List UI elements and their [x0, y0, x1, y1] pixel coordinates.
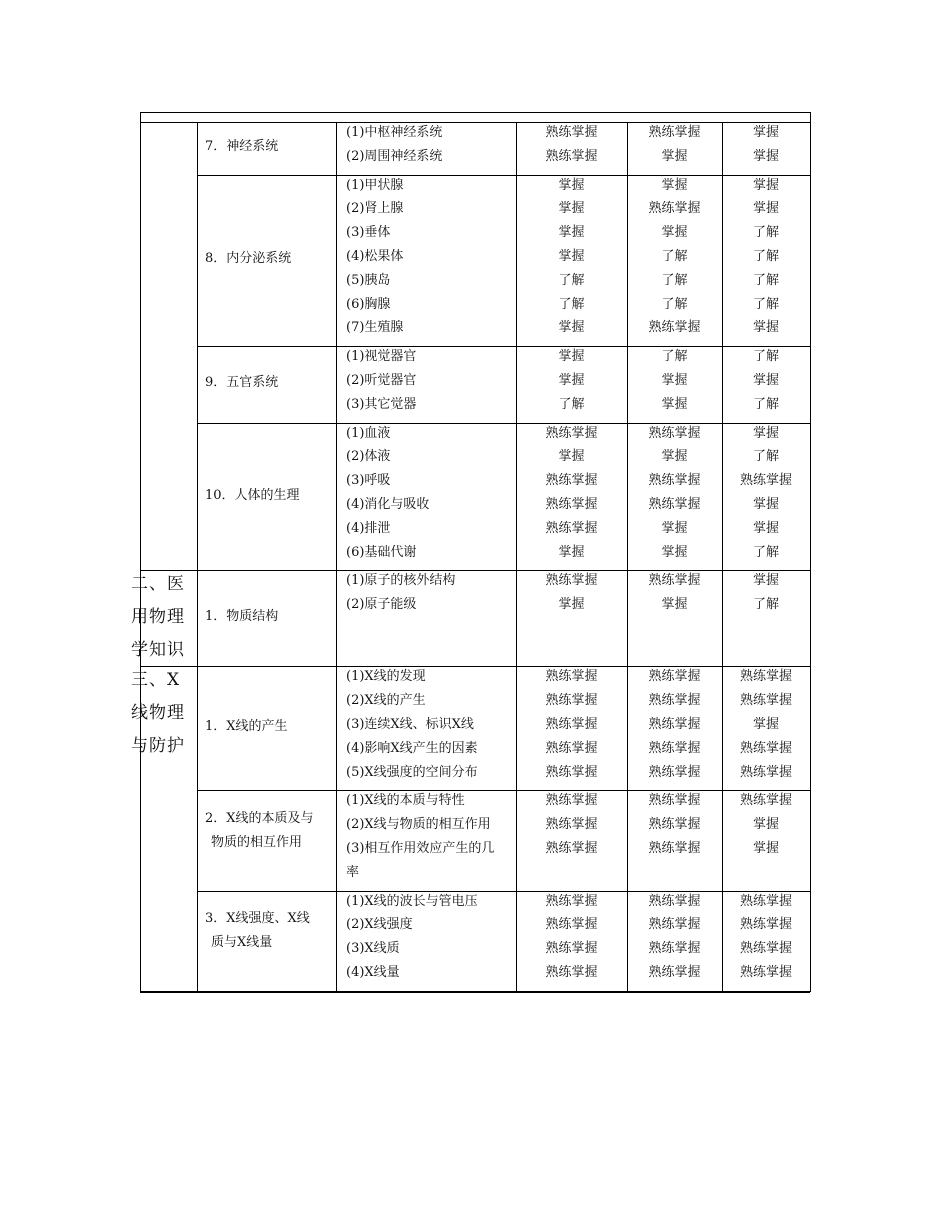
- section-separator: [140, 570, 810, 571]
- level-cell: 熟练掌握: [739, 965, 792, 980]
- level-cell: 了解: [558, 272, 585, 288]
- section-label: 三、X: [131, 670, 181, 691]
- subsection-name: 7．神经系统: [205, 139, 279, 155]
- item-label: (3)呼吸: [346, 473, 391, 489]
- level-cell: 掌握: [558, 201, 585, 217]
- level-cell: 掌握: [752, 425, 779, 441]
- level-cell: 熟练掌握: [545, 473, 598, 489]
- level-cell: 熟练掌握: [545, 793, 598, 809]
- item-label: (4)X线量: [346, 965, 400, 980]
- level-cell: 熟练掌握: [648, 201, 701, 217]
- item-label: (3)其它觉器: [346, 396, 417, 412]
- subsection-name: 10．人体的生理: [205, 487, 300, 503]
- level-cell: 熟练掌握: [739, 669, 792, 685]
- subsection-name: 8．内分泌系统: [205, 251, 292, 267]
- level-cell: 熟练掌握: [545, 764, 598, 780]
- row-separator: [197, 790, 810, 791]
- level-cell: 熟练掌握: [545, 520, 598, 536]
- level-cell: 掌握: [661, 225, 688, 241]
- section-label: 二、医: [131, 574, 185, 595]
- level-cell: 掌握: [752, 177, 779, 193]
- level-cell: 熟练掌握: [739, 793, 792, 809]
- level-cell: 掌握: [558, 349, 585, 365]
- item-label: (2)肾上腺: [346, 201, 404, 217]
- level-cell: 熟练掌握: [545, 740, 598, 756]
- level-cell: 掌握: [752, 201, 779, 217]
- subsection-name: 3．X线强度、X线: [205, 910, 310, 926]
- level-cell: 掌握: [752, 373, 779, 388]
- level-cell: 熟练掌握: [545, 965, 598, 980]
- level-cell: 掌握: [558, 544, 585, 560]
- level-cell: 熟练掌握: [545, 893, 598, 909]
- item-label: (3)X线质: [346, 941, 400, 957]
- level-cell: 了解: [752, 225, 779, 241]
- column-separator: [627, 122, 628, 991]
- subsection-name: 1．物质结构: [205, 609, 279, 625]
- table-bottom-border: [140, 991, 810, 993]
- level-cell: 熟练掌握: [648, 817, 701, 833]
- item-label: (6)胸腺: [346, 296, 391, 312]
- level-cell: 了解: [661, 296, 688, 312]
- item-label: (7)生殖腺: [346, 320, 404, 336]
- level-cell: 熟练掌握: [648, 425, 701, 441]
- level-cell: 了解: [661, 249, 688, 264]
- level-cell: 掌握: [752, 520, 779, 536]
- level-cell: 掌握: [558, 597, 585, 613]
- column-separator: [197, 122, 198, 991]
- item-label: (1)原子的核外结构: [346, 573, 456, 589]
- header-separator: [140, 122, 810, 123]
- level-cell: 熟练掌握: [648, 125, 701, 140]
- level-cell: 熟练掌握: [739, 893, 792, 909]
- level-cell: 了解: [752, 272, 779, 288]
- item-label: (4)消化与吸收: [346, 497, 430, 512]
- level-cell: 熟练掌握: [648, 497, 701, 512]
- level-cell: 熟练掌握: [648, 573, 701, 589]
- item-label: (1)血液: [346, 425, 391, 441]
- level-cell: 熟练掌握: [648, 764, 701, 780]
- level-cell: 掌握: [661, 177, 688, 193]
- item-label: (3)垂体: [346, 225, 391, 241]
- level-cell: 掌握: [558, 249, 585, 264]
- subsection-name: 2．X线的本质及与: [205, 810, 314, 826]
- item-label: (1)X线的发现: [346, 669, 426, 685]
- level-cell: 熟练掌握: [545, 717, 598, 732]
- level-cell: 掌握: [752, 148, 779, 164]
- level-cell: 掌握: [752, 125, 779, 140]
- level-cell: 熟练掌握: [739, 917, 792, 933]
- level-cell: 了解: [558, 396, 585, 412]
- row-separator: [197, 175, 810, 176]
- column-separator: [722, 122, 723, 991]
- section-label: 用物理: [131, 607, 185, 628]
- level-cell: 掌握: [752, 320, 779, 336]
- subsection-name: 9．五官系统: [205, 375, 279, 391]
- level-cell: 熟练掌握: [545, 573, 598, 589]
- level-cell: 掌握: [558, 225, 585, 241]
- item-label: (5)X线强度的空间分布: [346, 764, 478, 780]
- item-label: (5)胰岛: [346, 272, 391, 288]
- subsection-name: 物质的相互作用: [211, 834, 303, 850]
- level-cell: 了解: [752, 544, 779, 560]
- level-cell: 熟练掌握: [648, 893, 701, 909]
- level-cell: 掌握: [558, 449, 585, 465]
- level-cell: 掌握: [752, 573, 779, 589]
- level-cell: 熟练掌握: [545, 693, 598, 709]
- level-cell: 熟练掌握: [648, 965, 701, 980]
- level-cell: 掌握: [752, 817, 779, 833]
- level-cell: 熟练掌握: [648, 320, 701, 336]
- item-label: (2)体液: [346, 449, 391, 465]
- level-cell: 熟练掌握: [648, 917, 701, 933]
- level-cell: 熟练掌握: [545, 917, 598, 933]
- level-cell: 掌握: [661, 373, 688, 388]
- level-cell: 熟练掌握: [648, 941, 701, 957]
- level-cell: 了解: [752, 449, 779, 465]
- level-cell: 掌握: [558, 320, 585, 336]
- item-label: (1)甲状腺: [346, 177, 404, 193]
- level-cell: 熟练掌握: [648, 841, 701, 856]
- level-cell: 了解: [752, 296, 779, 312]
- level-cell: 掌握: [752, 717, 779, 732]
- level-cell: 掌握: [558, 373, 585, 388]
- level-cell: 掌握: [752, 841, 779, 856]
- level-cell: 了解: [752, 396, 779, 412]
- item-label: (2)X线的产生: [346, 693, 426, 709]
- section-label: 与防护: [131, 736, 185, 757]
- level-cell: 了解: [752, 597, 779, 613]
- level-cell: 熟练掌握: [545, 941, 598, 957]
- level-cell: 熟练掌握: [545, 669, 598, 685]
- level-cell: 熟练掌握: [739, 473, 792, 489]
- item-label: (1)X线的波长与管电压: [346, 893, 478, 909]
- item-label: 率: [346, 864, 360, 880]
- subsection-name: 质与X线量: [211, 934, 273, 950]
- level-cell: 熟练掌握: [739, 693, 792, 709]
- level-cell: 掌握: [752, 497, 779, 512]
- level-cell: 掌握: [661, 449, 688, 465]
- item-label: (2)X线强度: [346, 917, 413, 933]
- item-label: (3)连续X线、标识X线: [346, 717, 474, 732]
- item-label: (2)原子能级: [346, 597, 417, 613]
- item-label: (2)X线与物质的相互作用: [346, 817, 491, 833]
- section-separator: [140, 666, 810, 667]
- level-cell: 了解: [752, 249, 779, 264]
- level-cell: 掌握: [661, 597, 688, 613]
- level-cell: 了解: [558, 296, 585, 312]
- level-cell: 熟练掌握: [545, 125, 598, 140]
- level-cell: 熟练掌握: [648, 740, 701, 756]
- item-label: (2)听觉器官: [346, 373, 417, 388]
- level-cell: 熟练掌握: [648, 717, 701, 732]
- level-cell: 熟练掌握: [739, 740, 792, 756]
- level-cell: 掌握: [661, 396, 688, 412]
- level-cell: 掌握: [558, 177, 585, 193]
- column-separator: [516, 122, 517, 991]
- level-cell: 熟练掌握: [648, 669, 701, 685]
- table-top-border: [140, 112, 810, 113]
- level-cell: 了解: [661, 349, 688, 365]
- item-label: (4)排泄: [346, 520, 391, 536]
- level-cell: 掌握: [661, 544, 688, 560]
- level-cell: 熟练掌握: [545, 497, 598, 512]
- subsection-name: 1．X线的产生: [205, 719, 288, 735]
- table-left-border: [140, 112, 141, 992]
- level-cell: 了解: [752, 349, 779, 365]
- item-label: (6)基础代谢: [346, 544, 417, 560]
- section-label: 学知识: [131, 640, 185, 661]
- row-separator: [197, 423, 810, 424]
- item-label: (1)中枢神经系统: [346, 125, 443, 140]
- item-label: (1)X线的本质与特性: [346, 793, 465, 809]
- level-cell: 熟练掌握: [739, 764, 792, 780]
- row-separator: [197, 346, 810, 347]
- level-cell: 熟练掌握: [739, 941, 792, 957]
- level-cell: 熟练掌握: [545, 425, 598, 441]
- level-cell: 掌握: [661, 520, 688, 536]
- item-label: (4)影响X线产生的因素: [346, 740, 478, 756]
- level-cell: 掌握: [661, 148, 688, 164]
- level-cell: 熟练掌握: [648, 473, 701, 489]
- level-cell: 熟练掌握: [648, 793, 701, 809]
- level-cell: 熟练掌握: [545, 148, 598, 164]
- level-cell: 熟练掌握: [545, 841, 598, 856]
- item-label: (4)松果体: [346, 249, 404, 264]
- column-separator: [336, 122, 337, 991]
- item-label: (1)视觉器官: [346, 349, 417, 365]
- table-right-border: [810, 112, 811, 992]
- item-label: (3)相互作用效应产生的几: [346, 841, 495, 856]
- level-cell: 熟练掌握: [648, 693, 701, 709]
- level-cell: 熟练掌握: [545, 817, 598, 833]
- item-label: (2)周围神经系统: [346, 148, 443, 164]
- row-separator: [197, 891, 810, 892]
- section-label: 线物理: [131, 703, 185, 724]
- level-cell: 了解: [661, 272, 688, 288]
